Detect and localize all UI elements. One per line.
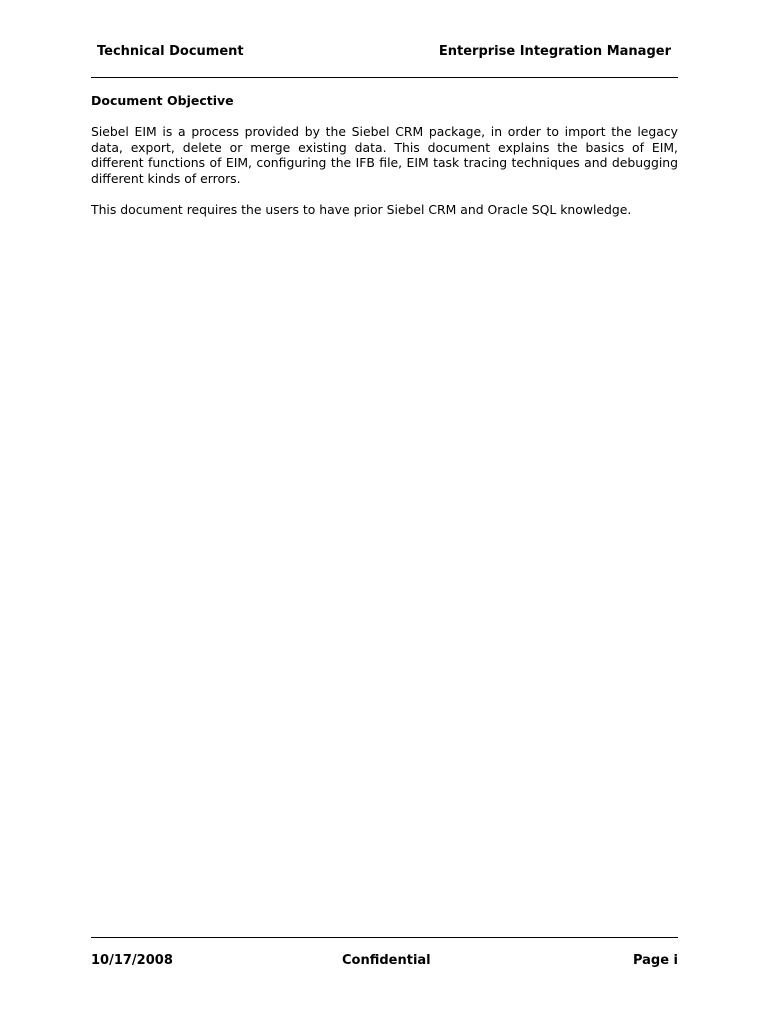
header-document-title: Enterprise Integration Manager (438, 44, 671, 59)
footer-classification: Confidential (342, 953, 431, 968)
body-paragraph-2: This document requires the users to have prior Siebel CRM and Oracle SQL knowledge. (91, 202, 632, 217)
footer-page-number: Page i (632, 953, 678, 968)
header-divider (91, 77, 678, 78)
header-document-type: Technical Document (97, 44, 244, 59)
page-header (91, 44, 678, 62)
section-heading: Document Objective (91, 93, 234, 108)
footer-date: 10/17/2008 (91, 953, 173, 968)
page-footer (91, 953, 678, 971)
body-paragraph-1: Siebel EIM is a process provided by the Siebel CRM package, in order to import the legacy data, export, delete or merge existing data. This document explains the basics of EIM, different functions of EIM, configuring the IFB file, EIM task tracing techniques and debugging different kinds of errors. (91, 124, 678, 186)
document-body (91, 92, 678, 234)
footer-divider (91, 937, 678, 938)
